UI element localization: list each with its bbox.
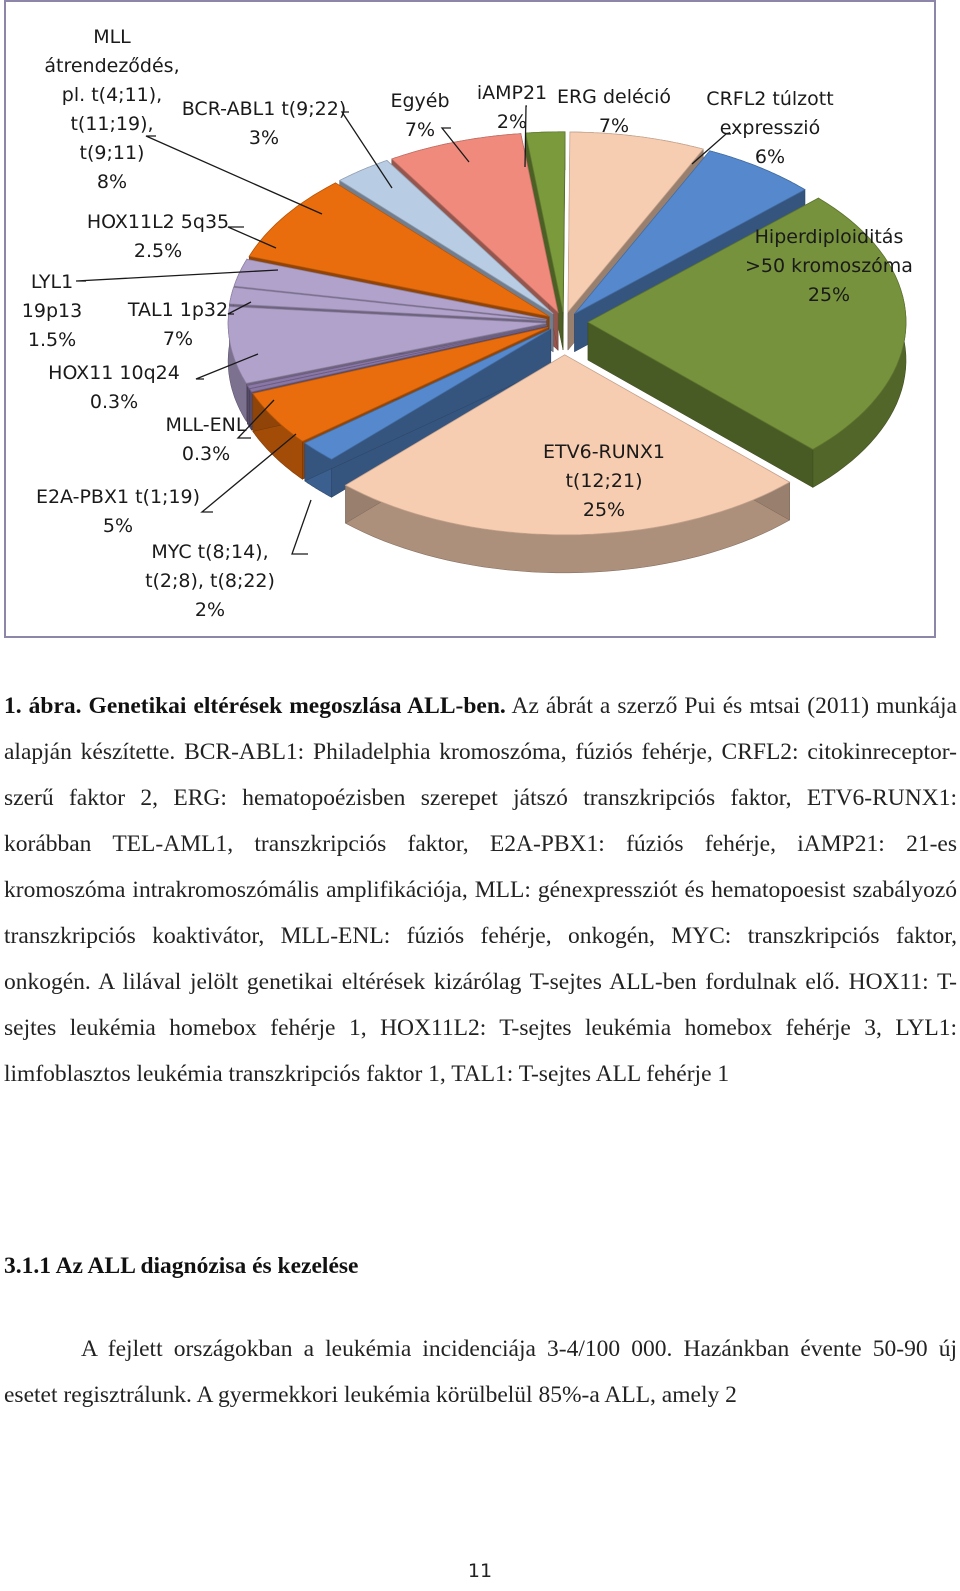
slice-label xyxy=(660,85,880,172)
slice-label-line: E2A-PBX1 t(1;19) xyxy=(35,486,201,508)
slice-label-line: 0.3% xyxy=(89,391,139,413)
slice-label-line: Hiperdiploiditás xyxy=(754,226,904,248)
slice-label-line: LYL1 xyxy=(30,271,74,293)
slice-label-line: 25% xyxy=(582,499,626,521)
slice-label-line: 2% xyxy=(194,599,226,621)
page-number: 11 xyxy=(467,1560,493,1582)
slice-label-line: t(12;21) xyxy=(565,470,643,492)
slice-label-line: t(2;8), t(8;22) xyxy=(145,570,275,592)
slice-label-line: 7% xyxy=(162,328,194,350)
slice-label xyxy=(719,223,934,310)
slice-label-line: 3% xyxy=(248,127,280,149)
caption-body: Az ábrát a szerző Pui és mtsai (2011) munkája alapján készítette. BCR-ABL1: Philadelphia kromoszóma, fúziós fehérje, CRFL2: citokinreceptor-szerű faktor 2, ERG: hematopoézisben szerepet játszó transzkripciós faktor, ETV6-RUNX1: korábban TEL-AML1, transzkripciós faktor, E2A-PBX1: fúziós fehérje, iAMP21: 21-es kromoszóma intrakromoszómális amplifikációja, MLL: génexpressziót és hematopoesist szabályozó transzkripciós koaktivátor, MLL-ENL: fúziós fehérje, onkogén, MYC: transzkripciós faktor, onkogén. A lilával jelölt genetikai eltérések kizárólag T-sejtes ALL-ben fordulnak elő. HOX11: T-sejtes leukémia homebox fehérje 1, HOX11L2: T-sejtes leukémia homebox fehérje 3, LYL1: limfoblasztos leukémia transzkripciós faktor 1, TAL1: T-sejtes ALL fehérje 1 xyxy=(4,693,957,1087)
chart-frame xyxy=(4,0,936,638)
body-paragraph: A fejlett országokban a leukémia incidenciája 3-4/100 000. Hazánkban évente 50-90 új esetet regisztrálunk. A gyermekkori leukémia körülbelül 85%-a ALL, amely 2 xyxy=(4,1336,957,1408)
slice-label-line: MLL xyxy=(93,26,131,48)
slice-label-line: MLL-ENL xyxy=(165,414,247,436)
slice-label-line: 0.3% xyxy=(181,443,231,465)
slice-label-line: HOX11L2 5q35 xyxy=(86,211,230,233)
slice-label-line: MYC t(8;14), xyxy=(151,541,269,563)
slice-label-line: iAMP21 xyxy=(476,82,548,104)
section-heading: 3.1.1 Az ALL diagnózisa és kezelése xyxy=(4,1253,359,1279)
slice-label-line: 25% xyxy=(807,284,851,306)
caption-lead: 1. ábra. Genetikai eltérések megoszlása ALL-ben. xyxy=(4,693,506,719)
slice-label-line: 2% xyxy=(496,111,528,133)
slice-label-line: 5% xyxy=(102,515,134,537)
slice-label-line: TAL1 1p32 xyxy=(127,299,229,321)
slice-label-line: Egyéb xyxy=(390,90,450,112)
slice-label-line: 7% xyxy=(598,115,630,137)
slice-label-line: 7% xyxy=(404,119,436,141)
slice-label xyxy=(494,438,714,525)
slice-label-line: 6% xyxy=(754,146,786,168)
slice-label-line: HOX11 10q24 xyxy=(48,362,180,384)
slice-label-line: ETV6-RUNX1 xyxy=(543,441,665,463)
slice-label-line: 1.5% xyxy=(27,329,77,351)
slice-label-line: 8% xyxy=(96,171,128,193)
slice-label-line: ERG deléció xyxy=(556,86,672,108)
slice-label-line: 2.5% xyxy=(133,240,183,262)
slice-label-line: expresszió xyxy=(719,117,821,139)
slice-label-line: pl. t(4;11), xyxy=(61,84,163,106)
slice-label-line: átrendeződés, xyxy=(44,55,180,77)
slice-label-line: 19p13 xyxy=(21,300,83,322)
slice-label-line: CRFL2 túlzott xyxy=(706,88,834,110)
pie-chart xyxy=(6,2,934,636)
slice-label-line: t(9;11) xyxy=(79,142,145,164)
slice-label-line: t(11;19), xyxy=(70,113,154,135)
figure-caption xyxy=(4,683,957,1097)
slice-label-line: >50 kromoszóma xyxy=(745,255,913,277)
slice-label-line: BCR-ABL1 t(9;22) xyxy=(181,98,347,120)
